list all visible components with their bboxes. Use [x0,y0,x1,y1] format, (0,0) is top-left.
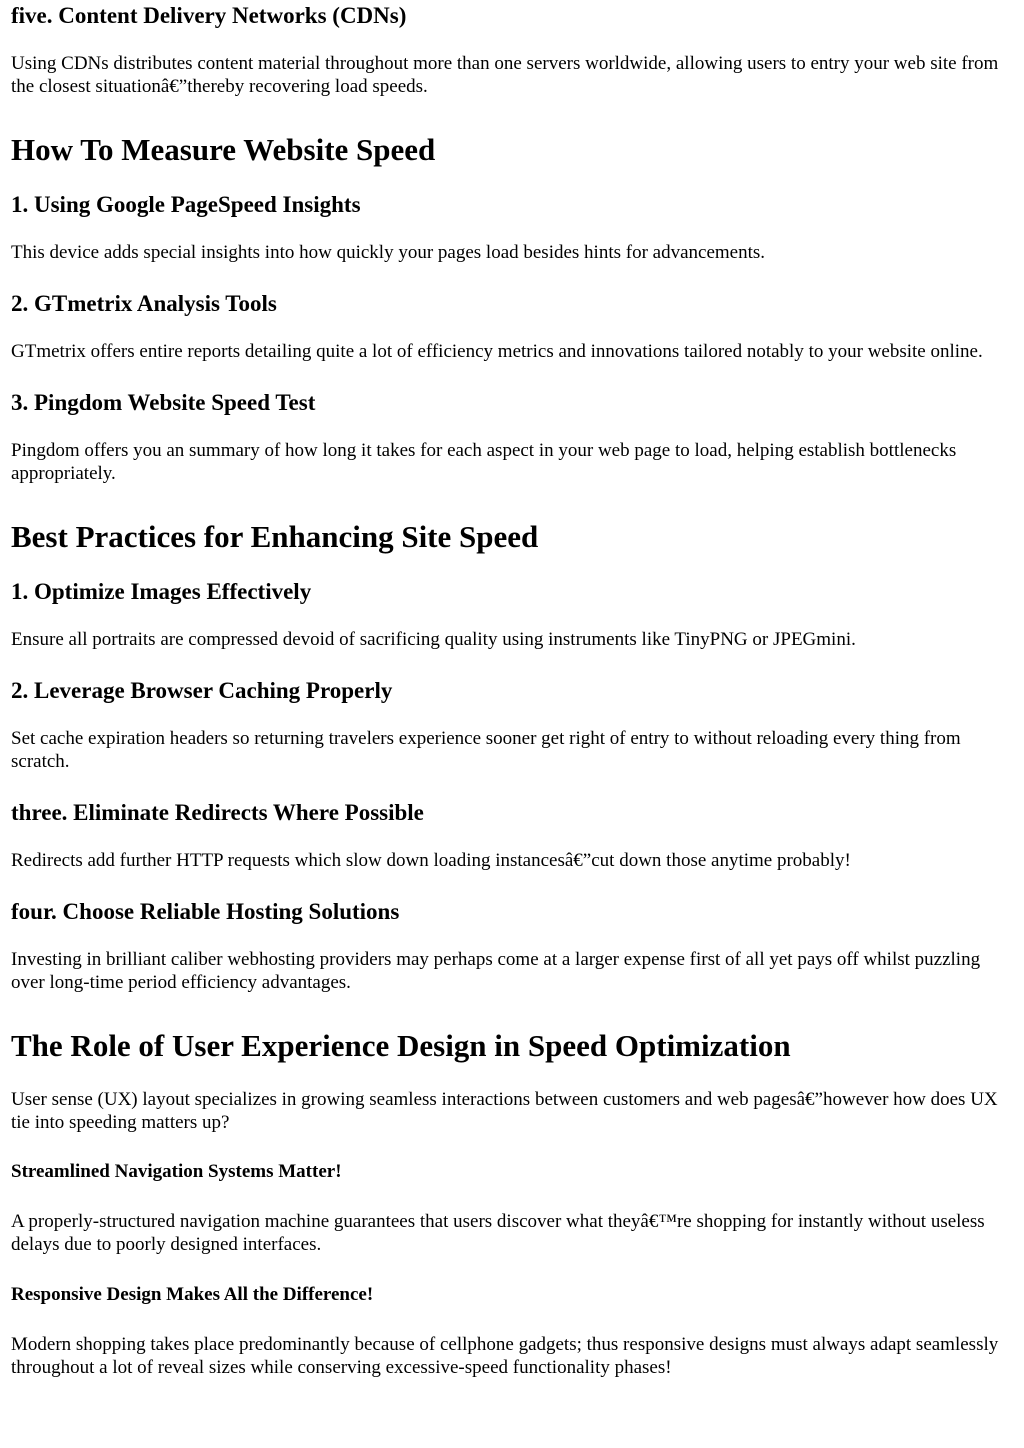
measure-item-heading: 1. Using Google PageSpeed Insights [11,192,361,217]
best-practice-text: Ensure all portraits are compressed devoid of sacrificing quality using instruments like TinyPNG or JPEGmini. [11,629,856,650]
measure-item-heading: 3. Pingdom Website Speed Test [11,390,316,415]
best-practice-heading: 2. Leverage Browser Caching Properly [11,678,393,703]
best-practice-heading: four. Choose Reliable Hosting Solutions [11,899,400,924]
cdn-heading: five. Content Delivery Networks (CDNs) [11,3,407,28]
measure-heading: How To Measure Website Speed [11,132,436,167]
ux-item-heading: Streamlined Navigation Systems Matter! [11,1161,342,1182]
ux-item-text: A properly-structured navigation machine guarantees that users discover what theyâ€™re shopping for instantly without useless delays due to poorly designed interfaces. [11,1211,985,1255]
measure-item-heading: 2. GTmetrix Analysis Tools [11,291,277,316]
ux-heading: The Role of User Experience Design in Speed Optimization [11,1028,791,1063]
best-practice-heading: three. Eliminate Redirects Where Possible [11,800,424,825]
measure-item-text: GTmetrix offers entire reports detailing quite a lot of efficiency metrics and innovations tailored notably to your website online. [11,341,983,362]
measure-item-text: Pingdom offers you an summary of how long it takes for each aspect in your web page to load, helping establish bottlenecks appropriately. [11,440,957,484]
ux-item-heading: Responsive Design Makes All the Difference! [11,1284,374,1305]
best-practices-heading: Best Practices for Enhancing Site Speed [11,519,539,554]
article [0,2,1024,1379]
best-practice-heading: 1. Optimize Images Effectively [11,579,312,604]
best-practice-text: Redirects add further HTTP requests which slow down loading instancesâ€”cut down those anytime probably! [11,850,851,871]
measure-item-text: This device adds special insights into how quickly your pages load besides hints for advancements. [11,242,766,263]
best-practice-text: Set cache expiration headers so returning travelers experience sooner get right of entry to without reloading every thing from scratch. [11,728,961,772]
ux-item-text: Modern shopping takes place predominantly because of cellphone gadgets; thus responsive designs must always adapt seamlessly throughout a lot of reveal sizes while conserving excessive-speed functionality phases! [11,1334,999,1378]
cdn-text: Using CDNs distributes content material throughout more than one servers worldwide, allowing users to entry your web site from the closest situationâ€”thereby recovering load speeds. [11,53,999,97]
best-practice-text: Investing in brilliant caliber webhosting providers may perhaps come at a larger expense first of all yet pays off whilst puzzling over long-time period efficiency advantages. [11,949,981,993]
ux-text: User sense (UX) layout specializes in growing seamless interactions between customers and web pagesâ€”however how does UX tie into speeding matters up? [11,1089,998,1133]
